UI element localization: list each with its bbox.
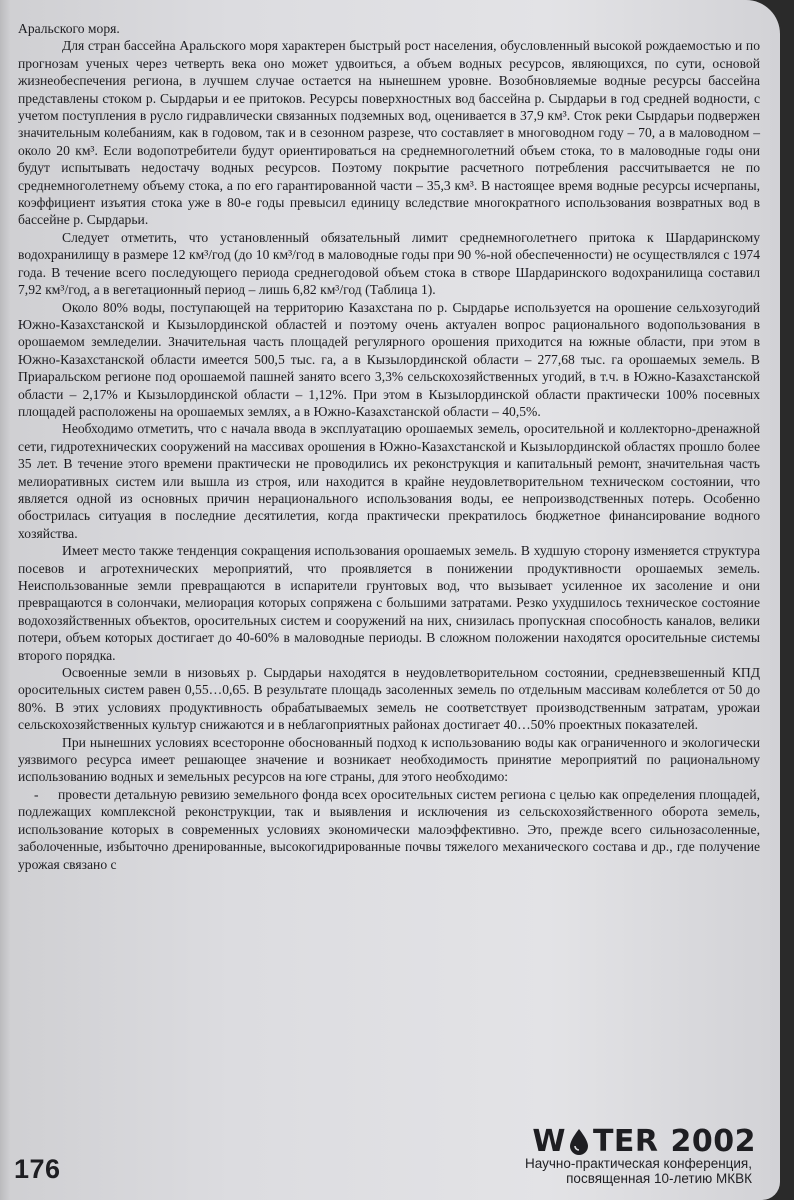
paragraph-text: провести детальную ревизию земельного фонда всех оросительных систем региона с целью как определения площадей, подлежащих комплексной реконструкции, так и выявления и исключения из сельскохозяйственного оборота земель, использование которых в современных условиях экономически малоэффективно. Это, прежде всего сильнозасоленные, заболоченные, избыточно дренированные, высокогидрированные почвы тяжелого механического состава и др., где получение урожая связано с bbox=[18, 786, 760, 872]
paragraph bbox=[18, 664, 760, 734]
paragraph-text: Для стран бассейна Аральского моря характерен быстрый рост населения, обусловленный высокой рождаемостью и по прогнозам ученых через четверть века оно может удвоиться, а объем водных ресурсов, являющихся, по сути, основой жизнеобеспечения региона, в лучшем случае остается на нынешнем уровне. Возобновляемые водные ресурсы бассейна представлены стоком р. Сырдарьи и ее притоков. Ресурсы поверхностных вод бассейна р. Сырдарьи в год средней водности, с учетом поступления в русло гидравлически связанных подземных вод, оценивается в 37,9 км³. Сток реки Сырдарьи подвержен значительным колебаниям, как в годовом, так и в сезонном разрезе, что составляет в многоводном году – 70, а в маловодном – около 20 км³. Если водопотребители будут ориентироваться на среднемноголетний объем стока, то в маловодные годы они будут испытывать недостачу водных ресурсов. Поэтому покрытие расчетного потребления рассчитывается не по среднемноголетнему объему стока, а по его гарантированной части – 35,3 км³. В настоящее время водные ресурсы исчерпаны, коэффициент изъятия стока уже в 80-е годы превысил единицу вследствие многократного использования возвратных вод в бассейне р. Сырдарьи. bbox=[18, 38, 760, 228]
paragraph bbox=[18, 420, 760, 542]
logo-year: 2002 bbox=[670, 1124, 756, 1159]
paragraph-text: При нынешних условиях всесторонне обоснованный подход к использованию воды как ограниченного и экологически уязвимого ресурса имеет решающее значение и возникает необходимость принятие мероприятий по рациональному использованию водных и земельных ресурсов на юге страны, для этого необходимо: bbox=[18, 734, 760, 785]
page-number: 176 bbox=[14, 1154, 61, 1184]
paragraph bbox=[18, 542, 760, 664]
conference-logo bbox=[532, 1124, 756, 1159]
paragraph bbox=[18, 734, 760, 786]
logo-letters-ter: TER bbox=[592, 1124, 659, 1159]
paragraph bbox=[18, 20, 760, 37]
list-dash: - bbox=[34, 786, 39, 802]
paragraph bbox=[18, 299, 760, 421]
water-drop-icon bbox=[568, 1128, 590, 1156]
page-gutter-shadow bbox=[0, 0, 10, 1200]
paragraph-text: Около 80% воды, поступающей на территорию Казахстана по р. Сырдарье используется на орошение сельхозугодий Южно-Казахстанской и Кызылординской областей и поэтому очень актуален вопрос рационального водопользования в орошаемом земледелии. Значительная часть площадей регулярного орошения приходится на южные области, при этом в Южно-Казахстанской области имеется 500,5 тыс. га, а в Кызылординской области – 277,68 тыс. га орошаемых земель. В Приаральском регионе под орошаемой пашней занято всего 3,3% сельскохозяйственных угодий, в т.ч. в Южно-Казахстанской области – 2,17% и Кызылординской области – 1,12%. При этом в Кызылординской области практически 100% посевных площадей расположены на орошаемых землях, а в Южно-Казахстанской области – 40,5%. bbox=[18, 299, 760, 419]
paragraph-text: Имеет место также тенденция сокращения использования орошаемых земель. В худшую сторону изменяется структура посевов и агротехнических мероприятий, что проявляется в понижении продуктивности орошаемых земель. Неиспользованные земли превращаются в испарители грунтовых вод, что вызывает усиленное их засоление и они превращаются в солончаки, мелиорация которых сопряжена с большими затратами. Резко ухудшилось техническое состояние водохозяйственных объектов, оросительных систем и сооружений на них, снизилась пропускная способность каналов, велики потери, объем которых достигает до 40-60% в маловодные периоды. В сложном положении находятся оросительные системы второго порядка. bbox=[18, 543, 760, 663]
logo-letter-w: W bbox=[532, 1124, 566, 1159]
caption-line-2: посвященная 10-летию МКВК bbox=[566, 1171, 752, 1186]
body-text bbox=[18, 20, 760, 873]
paragraph-text: Следует отметить, что установленный обязательный лимит среднемноголетнего притока к Шардаринскому водохранилищу в размере 12 км³/год (до 10 км³/год в маловодные годы при 90 %-ной обеспеченности) не осуществлялся с 1974 года. В течение всего последующего периода среднегодовой объем стока в створе Шардаринского водохранилища составил 7,92 км³/год, а в вегетационный период – лишь 6,82 км³/год (Таблица 1). bbox=[18, 229, 760, 298]
paragraph bbox=[18, 229, 760, 299]
conference-caption bbox=[525, 1156, 752, 1186]
paragraph-text: Необходимо отметить, что с начала ввода в эксплуатацию орошаемых земель, оросительной и коллекторно-дренажной сети, гидротехнических сооружений на массивах орошения в Южно-Казахстанской и Кызылординской областях прошло более 35 лет. В течение этого времени практически не проводились их реконструкция и капитальный ремонт, значительная часть мелиоративных систем или вышла из строя, или находится в крайне неудовлетворительном техническом состоянии, что является одной из основных причин нерационального использования воды, ее непроизводственных потерь. Особенно обострилась ситуация в последние десятилетия, когда практически прекратилось бюджетное финансирование водного хозяйства. bbox=[18, 421, 760, 541]
paragraph-text: Аральского моря. bbox=[18, 21, 120, 36]
paragraph bbox=[18, 37, 760, 228]
paragraph-text: Освоенные земли в низовьях р. Сырдарьи находятся в неудовлетворительном состоянии, средневзвешенный КПД оросительных систем равен 0,55…0,65. В результате площадь засоленных земель по отдельным массивам колеблется от 50 до 80%. В этих условиях продуктивность обрабатываемых земель не соответствует производственным затратам, урожаи сельскохозяйственных культур снижаются и в неблагоприятных районах достигает 40…50% проектных показателей. bbox=[18, 665, 760, 733]
caption-line-1: Научно-практическая конференция, bbox=[525, 1156, 752, 1171]
list-item bbox=[18, 786, 760, 873]
